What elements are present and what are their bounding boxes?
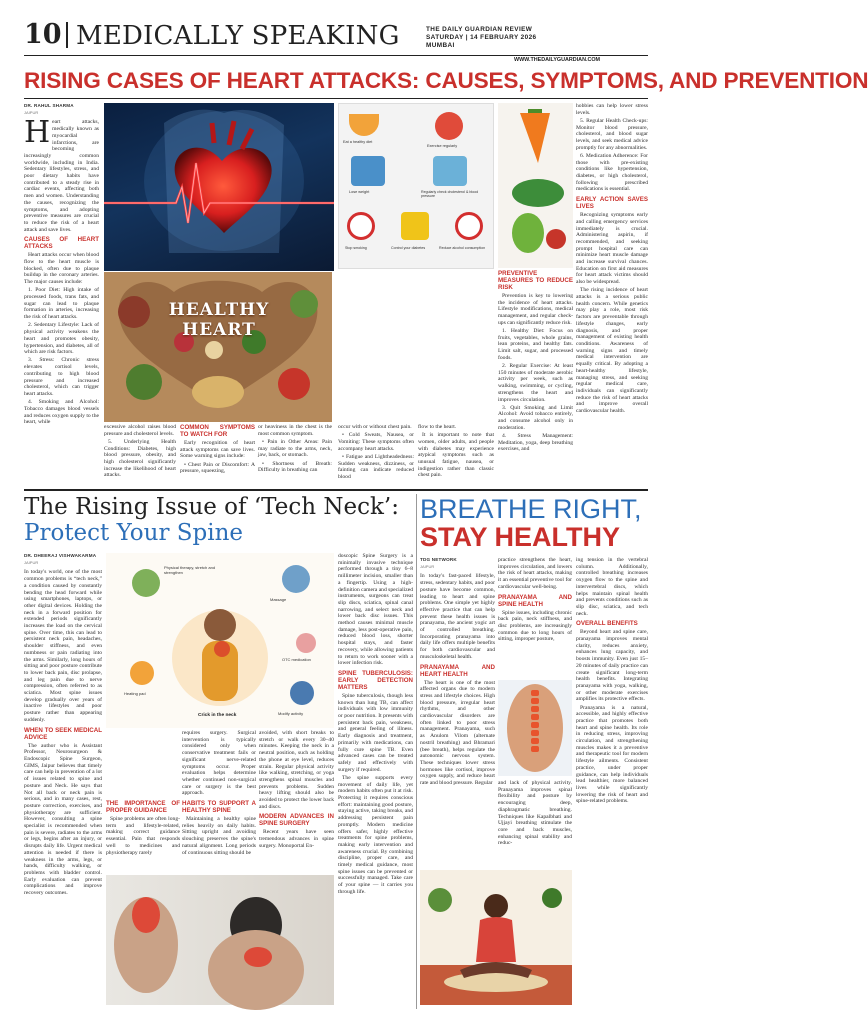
paragraph: excessive alcohol raises blood pressure and cholesterol levels. bbox=[104, 424, 176, 437]
healthy-food-image bbox=[104, 272, 332, 422]
paragraph: In today's fast-paced lifestyle, stress, sedentary habits, and poor posture have become common, leading to heart and spine problems. One simple yet highly effective practice that can help prevent these health issues is pranayama, the ancient yogic art of controlled breathing. Incorporating pranayama into daily life offers multiple benefits for both cardiovascular and musculoskeletal health. bbox=[420, 573, 495, 660]
paragraph: The heart is one of the most affected organs due to modern stress and lifestyle choices. High blood pressure, irregular heart rhythms, and other cardiovascular disorders are often linked to poor stress management. Pranayama, such as Anulom Vilom (alternate nostril breathing) and Bhramari (bee breath), helps regulate the autonomic nervous system. These techniques lower stress hormones like cortisol, improve oxygen supply, and reduce heart rate and blood pressure. Regular bbox=[420, 679, 495, 787]
section-heading: HABITS TO SUPPORT A HEALTHY SPINE bbox=[182, 800, 256, 815]
section-heading: CAUSES OF HEART ATTACKS bbox=[24, 236, 99, 251]
paragraph: 4. Smoking and Alcohol: Tobacco damages blood vessels and reduces oxygen supply to the heart, while bbox=[24, 399, 99, 426]
section-heading: PRANAYAMA AND HEART HEALTH bbox=[420, 663, 495, 678]
neck-pain-photo bbox=[106, 875, 334, 1005]
paragraph: Recognizing symptoms early and calling emergency services immediately is crucial. Administering aspirin, if recommended, and seeking prompt hospital care can minimize heart muscle damage and increase survival chances. Education on first aid measures for heart attack victims should also be widespread. bbox=[576, 212, 648, 286]
paragraph: 1. Poor Diet: High intake of processed foods, trans fats, and sugar can lead to plaque formation in arteries, increasing the risk of heart attacks. bbox=[24, 287, 99, 321]
section-heading: PRANAYAMA AND SPINE HEALTH bbox=[498, 593, 572, 608]
paragraph: The author who is Assistant Professor, Neurosurgeon & Endoscopic Spine Surgeon, GIMS, Jaipur believes that timely care can help in prevention of a lot of issues related to spine and posture and Neck. He says that Not all back or neck pain is serious, and in many cases, rest, posture correction, exercises, and physiotherapy are sufficient. However, consulting a spine specialist is recommended when pain is severe, radiates to the arms or legs, begins after an injury, or disrupts daily life. Urgent medical attention is needed if there is weakness in the arms, legs, or hands, difficulty walking, or problems with bladder control. Early evaluation can prevent complications and improve recovery outcomes. bbox=[24, 742, 102, 897]
no-alcohol-icon bbox=[455, 212, 483, 240]
diet-icon bbox=[349, 114, 379, 136]
illustration-label: Physical therapy, stretch and strengthen bbox=[164, 565, 216, 575]
paragraph: or heaviness in the chest is the most common symptom. bbox=[258, 424, 332, 437]
page-number: 10 bbox=[24, 19, 62, 50]
paragraph: ing tension in the vertebral column. Additionally, controlled breathing increases oxygen flow to the spine and intervertebral discs, which helps maintain spinal health and prevents conditions such as slip disc, sciatica, and tech neck. bbox=[576, 557, 648, 617]
paragraph: and lack of physical activity. Pranayama improves spinal flexibility and posture by encouraging deep, diaphragmatic breathing. Techniques like Kapalbhati and Ujjayi breathing stimulate the core and back muscles, enhancing spinal stability and reduc- bbox=[498, 780, 572, 847]
article1-col4 bbox=[258, 424, 332, 475]
paragraph: 5. Underlying Health Conditions: Diabetes, high blood pressure, obesity, and high cholesterol significantly increase the likelihood of heart attacks. bbox=[104, 438, 176, 479]
paragraph: 1. Healthy Diet: Focus on fruits, vegetables, whole grains, lean proteins, and healthy fats. Limit salt, sugar, and processed foods. bbox=[498, 328, 573, 361]
intro-paragraph: eart attacks, medically known as myocardial infarctions, are becoming increasingly common worldwide, including in India. Sedentary lifestyles, stress, and poor dietary habits have contributed to a steady rise in cardiac events, affecting both men and women. Understanding the causes, recognizing the symptoms, and adopting preventive measures are crucial to reduce the risk of a heart attack and save lives. bbox=[24, 119, 99, 233]
article3-col3 bbox=[576, 557, 648, 807]
paragraph: It is important to note that women, older adults, and people with diabetes may experience atypical symptoms such as unusual fatigue, nausea, or indigestion rather than classic chest pain. bbox=[418, 432, 494, 479]
paragraph: 3. Quit Smoking and Limit Alcohol: Avoid tobacco entirely, and consume alcohol only in moderation. bbox=[498, 404, 573, 431]
paragraph: Recent years have seen tremendous advances in spine surgery. Monoportal En- bbox=[259, 829, 334, 849]
paragraph: 2. Sedentary Lifestyle: Lack of physical activity weakens the heart and promotes obesity, hypertension, and diabetes, all of which are risk factors. bbox=[24, 322, 99, 356]
author-name: DR. RAHUL SHARMA bbox=[24, 103, 74, 108]
city: MUMBAI bbox=[426, 42, 455, 49]
article1-col1 bbox=[24, 103, 99, 427]
article2-headline-line2: Protect Your Spine bbox=[24, 520, 244, 546]
paragraph: flow to the heart. bbox=[418, 424, 457, 430]
illustration-label: Heating pad bbox=[124, 691, 146, 696]
infographic-panel bbox=[338, 103, 494, 269]
infographic-label: Stop smoking bbox=[345, 246, 367, 250]
meditation-illustration bbox=[420, 870, 572, 1005]
article2-col2 bbox=[106, 800, 180, 858]
section-separator bbox=[24, 489, 648, 491]
article2-col1 bbox=[24, 553, 102, 898]
article2-col4 bbox=[259, 730, 334, 851]
paragraph: • Shortness of Breath: Difficulty in breathing can bbox=[258, 460, 332, 474]
paragraph: requires surgery. Surgical intervention is typically considered only when conservative treatment fails or significant nerve-related symptoms occur. Proper evaluation helps determine whether continued non-surgical care or surgery is the best approach. bbox=[182, 730, 256, 797]
paragraph: • Fatigue and Lightheadedness: Sudden weakness, dizziness, or fainting can indicate reduced blood bbox=[338, 453, 414, 480]
infographic-label: Reduce alcohol consumption bbox=[439, 246, 486, 250]
paragraph: 3. Stress: Chronic stress elevates cortisol levels, contributing to high blood pressure and increased cholesterol, which can trigger heart attacks. bbox=[24, 357, 99, 397]
paragraph: hobbies can help lower stress levels. bbox=[576, 103, 648, 116]
article1-col8 bbox=[576, 103, 648, 416]
author-name: DR. DHEERAJ VISHWAKARMA bbox=[24, 553, 97, 558]
author-location: JAIPUR bbox=[24, 109, 39, 115]
paragraph: Prevention is key to lowering the incidence of heart attacks. Lifestyle modifications, medical management, and regular check-ups can significantly reduce risk. bbox=[498, 293, 573, 326]
illustration-label: Massage bbox=[270, 597, 287, 602]
masthead-divider bbox=[66, 22, 68, 48]
paragraph: 4. Stress Management: Meditation, yoga, deep breathing exercises, and bbox=[498, 433, 573, 453]
masthead-rule bbox=[24, 55, 648, 56]
infographic-label: Regularly check cholesterol & blood pressure bbox=[421, 190, 479, 199]
article1-col3 bbox=[180, 424, 255, 477]
date-line: SATURDAY | 14 FEBRUARY 2026 bbox=[426, 34, 537, 41]
article3-col2-top bbox=[498, 557, 572, 645]
section-heading: WHEN TO SEEK MEDICAL ADVICE bbox=[24, 726, 102, 741]
paragraph: Heart attacks occur when blood flow to the heart muscle is blocked, often due to plaque buildup in the coronary arteries. The major causes include: bbox=[24, 252, 99, 286]
article3-headline-line2: STAY HEALTHY bbox=[420, 522, 621, 552]
infographic-label: Eat a healthy diet bbox=[343, 140, 373, 144]
article1-col6 bbox=[418, 424, 494, 481]
tech-neck-illustration bbox=[106, 553, 334, 728]
diabetes-icon bbox=[401, 212, 429, 240]
headline-rule bbox=[24, 98, 648, 99]
paragraph: • Cold Sweats, Nausea, or Vomiting: These symptoms often accompany heart attacks. bbox=[338, 432, 414, 452]
article3-col2-bottom bbox=[498, 780, 572, 849]
article2-col5 bbox=[338, 553, 413, 897]
website-link[interactable]: WWW.THEDAILYGUARDIAN.COM bbox=[514, 57, 601, 63]
article1-col2 bbox=[104, 424, 176, 481]
exercise-icon bbox=[435, 112, 463, 140]
author-name: TDG NETWORK bbox=[420, 557, 457, 562]
infographic-label: Control your diabetes bbox=[391, 246, 426, 250]
no-smoking-icon bbox=[347, 212, 375, 240]
paragraph: doscopic Spine Surgery is a minimally invasive technique performed through a tiny 6–8 millimeter incision, smaller than a fingertip. Using a high-definition camera and specialized instruments, surgeons can treat slip discs, sciatica, spinal canal narrowing, and select neck and lower back disc issues. This method causes minimal muscle damage, less post-operative pain, reduced blood loss, shorter hospital stays, and faster recovery, while allowing patients to return to work sooner with a lower infection risk. bbox=[338, 553, 414, 667]
paragraph: Beyond heart and spine care, pranayama improves mental clarity, reduces anxiety, enhances lung capacity, and boosts immunity. Even just 15–20 minutes of daily practice can create significant long-term health benefits. Integrating pranayama with yoga, walking, or other moderate exercises amplifies its protective effects. bbox=[576, 629, 648, 703]
paragraph: practice strengthens the heart, improves circulation, and lowers the risk of heart attacks, making it an essential preventive tool for cardiovascular well-being. bbox=[498, 557, 572, 590]
section-heading: SPINE TUBERCULOSIS: EARLY DETECTION MATTERS bbox=[338, 669, 413, 691]
infographic-label: Exercise regularly bbox=[427, 144, 458, 148]
paragraph: Pranayama is a natural, accessible, and highly effective practice that promotes both heart and spine health. Its role in reducing stress, improving circulation, and strengthening muscles makes it a preventive and therapeutic tool for modern lifestyle ailments. Consistent practice, under proper guidance, can help individuals lead healthier, more balanced lives while significantly lowering the risk of heart and spine-related problems. bbox=[576, 704, 648, 805]
article1-headline: RISING CASES OF HEART ATTACKS: CAUSES, SYMPTOMS, AND PREVENTION bbox=[24, 68, 868, 93]
paragraph: Spine tuberculosis, though less known than lung TB, can affect individuals with low immunity or poor nutrition. It presents with persistent back pain, weakness, and general feeling of illness. Early diagnosis and treatment, primarily with medications, can fully cure spine TB. Even advanced cases can be treated safely and effectively with surgery if required. bbox=[338, 692, 413, 773]
section-heading: MODERN ADVANCES IN SPINE SURGERY bbox=[259, 813, 334, 828]
paragraph: Spine issues, including chronic back pain, neck stiffness, and disc problems, are increasingly common due to long hours of sitting, improper posture, bbox=[498, 609, 572, 643]
illustration-label: Crick in the neck bbox=[198, 713, 237, 718]
paper-name: THE DAILY GUARDIAN REVIEW bbox=[426, 26, 533, 33]
paragraph: 2. Regular Exercise: At least 150 minutes of moderate aerobic activity per week, such as walking, swimming, or cycling, strengthens the heart and improves circulation. bbox=[498, 363, 573, 403]
scale-icon bbox=[351, 156, 385, 186]
paragraph: • Pain in Other Areas: Pain may radiate to the arms, neck, jaw, back, or stomach. bbox=[258, 438, 332, 459]
paragraph: Early recognition of heart attack symptoms can save lives. Some warning signs include: bbox=[180, 440, 255, 460]
article3-headline-line1: BREATHE RIGHT, bbox=[420, 494, 642, 524]
article2-col3 bbox=[182, 730, 256, 858]
section-heading: THE IMPORTANCE OF PROPER GUIDANCE bbox=[106, 800, 180, 814]
paragraph: Maintaining a healthy spine relies heavily on daily habits. Sitting upright and avoiding slouching preserves the spine's natural alignment. Long periods of continuous sitting should be bbox=[182, 816, 256, 856]
heart-image bbox=[104, 103, 334, 271]
section-heading: OVERALL BENEFITS bbox=[576, 620, 638, 628]
article1-col7 bbox=[498, 270, 573, 455]
article1-col5 bbox=[338, 424, 414, 482]
paragraph: In today's world, one of the most common problems is “tech neck,” a condition caused by constantly bending the head forward while using smartphones, laptops, or other digital devices. Holding the neck in a forward position for extended periods significantly increases the load on the cervical spine. Over time, this can lead to persistent neck pain, headaches, shoulder stiffness, and even numbness or pain radiating into the arms. Similarly, long hours of sitting and poor posture contribute to lower back pain, disc prolapse, and leg pain due to nerve compression, often referred to as sciatica. Most spine issues develop gradually over years of inactive lifestyles and poor posture rather than appearing suddenly. bbox=[24, 569, 102, 723]
section-title: MEDICALLY SPEAKING bbox=[76, 21, 400, 51]
drop-cap: H bbox=[24, 115, 51, 151]
bp-monitor-icon bbox=[433, 156, 467, 186]
paragraph: 6. Medication Adherence: For those with pre-existing conditions like hypertension, diabetes, or high cholesterol, following prescribed medications is essential. bbox=[576, 152, 648, 193]
vegetables-image bbox=[498, 103, 573, 268]
paragraph: • Chest Pain or Discomfort: A pressure, squeezing, bbox=[180, 461, 255, 475]
paragraph: The rising incidence of heart attacks is a serious public health concern. While genetics may play a role, most risk factors are preventable through lifestyle changes, early diagnosis, and proper management of existing health conditions. Awareness of warning signs and timely medical intervention are equally critical. By adopting a heart-healthy lifestyle, managing stress, and seeking regular medical care, individuals can significantly reduce the risk of heart attacks and improve overall cardiovascular health. bbox=[576, 287, 648, 415]
paragraph: The spine supports every movement of daily life, yet modern habits often put it at risk. Protecting it requires conscious effort: maintaining good posture, staying active, taking breaks, and addressing persistent pain promptly. Modern medicine offers safer, highly effective treatments for spine problems, making early intervention and awareness crucial. By combining discipline, proper care, and timely medical guidance, most spine issues can be prevented or successfully managed. Take care of your spine — it carries you through life. bbox=[338, 774, 413, 895]
healthy-heart-caption: HEALTHY HEART bbox=[168, 300, 270, 340]
paragraph: Spine problems are often long-term and lifestyle-related, making correct guidance essential. Pain that responds well to medicines and physiotherapy rarely bbox=[106, 816, 180, 856]
article2-headline-line1: The Rising Issue of ‘Tech Neck’: bbox=[24, 494, 399, 520]
illustration-label: Modify activity bbox=[278, 711, 304, 716]
section-heading: PREVENTIVE MEASURES TO REDUCE RISK bbox=[498, 270, 573, 291]
infographic-label: Lose weight bbox=[349, 190, 370, 194]
section-heading: COMMON SYMPTOMS TO WATCH FOR bbox=[180, 424, 255, 438]
illustration-label: OTC medication bbox=[282, 657, 311, 662]
paragraph: occur with or without chest pain. bbox=[338, 424, 412, 430]
article3-col1 bbox=[420, 557, 495, 788]
paragraph: 5. Regular Health Check-ups: Monitor blood pressure, cholesterol, and blood sugar levels, and seek medical advice promptly for any abnormalities. bbox=[576, 117, 648, 151]
paragraph: avoided, with short breaks to stretch or walk every 30–40 minutes. Keeping the neck in a neutral position, such as holding the phone at eye level, reduces strain. Regular physical activity like walking, stretching, or yoga strengthens spinal muscles and prevents problems. Sudden heavy lifting should also be avoided to protect the lower back and discs. bbox=[259, 730, 334, 810]
author-location: JAIPUR bbox=[24, 559, 39, 565]
spine-image bbox=[498, 680, 572, 776]
section-heading: EARLY ACTION SAVES LIVES bbox=[576, 196, 648, 211]
article3-divider bbox=[416, 494, 417, 1009]
author-location: JAIPUR bbox=[420, 563, 435, 569]
